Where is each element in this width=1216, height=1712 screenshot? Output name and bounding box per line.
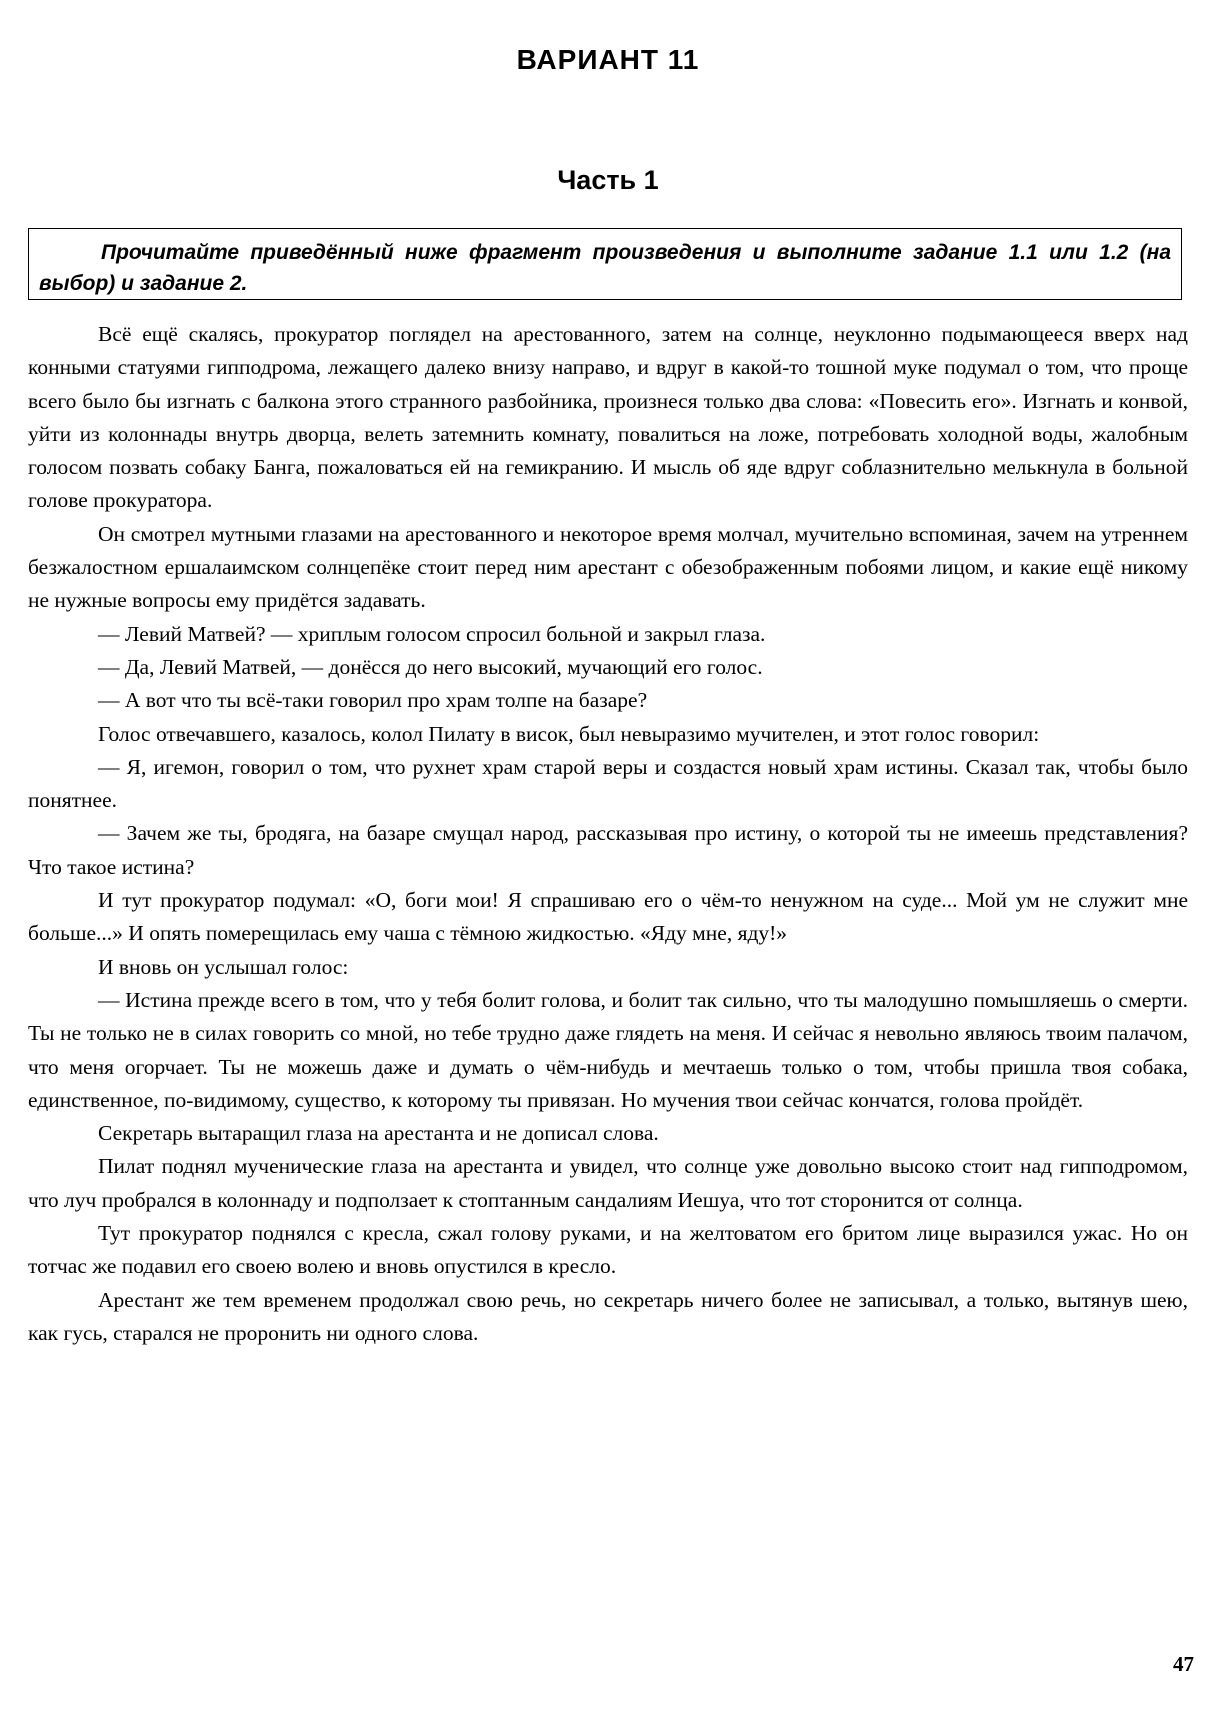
paragraph: И вновь он услышал голос: xyxy=(98,954,349,979)
part-title: Часть 1 xyxy=(557,165,659,195)
paragraph: — Истина прежде всего в том, что у тебя болит голова, и болит так сильно, что ты малодушно помышляешь о смерти. Ты не только не в силах говорить со мной, но тебе трудно даже глядеть на меня. И сейчас я невольно являюсь твоим палачом, что меня огорчает. Ты не можешь даже и думать о чём-нибудь и мечтаешь только о том, чтобы пришла твоя собака, единственное, по-видимому, существо, к которому ты привязан. Но мучения твои сейчас кончатся, голова пройдёт. xyxy=(28,987,1188,1112)
paragraph: Пилат поднял мученические глаза на арестанта и увидел, что солнце уже довольно высоко стоит над гипподромом, что луч пробрался в колоннаду и подползает к стоптанным сандалиям Иешуа, что тот сторонится от солнца. xyxy=(28,1154,1188,1212)
paragraph: — А вот что ты всё-таки говорил про храм толпе на базаре? xyxy=(98,688,648,713)
paragraph: — Я, игемон, говорил о том, что рухнет храм старой веры и создастся новый храм истины. Сказал так, чтобы было понятнее. xyxy=(28,754,1188,813)
paragraph: — Да, Левий Матвей, — донёсся до него высокий, мучающий его голос. xyxy=(98,654,763,679)
literary-fragment xyxy=(28,318,1188,1350)
instruction-text: Прочитайте приведённый ниже фрагмент произведения и выполните задание 1.1 или 1.2 (на выбор) и задание 2. xyxy=(39,241,1171,295)
paragraph: Тут прокуратор поднялся с кресла, сжал голову руками, и на желтоватом его бритом лице выразился ужас. Но он тотчас же подавил его своею волею и вновь опустился в кресло. xyxy=(28,1221,1188,1279)
paragraph: Он смотрел мутными глазами на арестованного и некоторое время молчал, мучительно вспоминая, зачем на утреннем безжалостном ершалаимском солнцепёке стоит перед ним арестант с обезображенным побоями лицом, и какие ещё никому не нужные вопросы ему придётся задавать. xyxy=(28,521,1188,613)
paragraph: — Зачем же ты, бродяга, на базаре смущал народ, рассказывая про истину, о которой ты не имеешь представления? Что такое истина? xyxy=(28,821,1188,879)
variant-title: ВАРИАНТ 11 xyxy=(516,44,700,75)
page-number: 47 xyxy=(1173,1652,1194,1676)
paragraph: Арестант же тем временем продолжал свою речь, но секретарь ничего более не записывал, а только, вытянув шею, как гусь, старался не проронить ни одного слова. xyxy=(28,1287,1188,1345)
paragraph: Секретарь вытаращил глаза на арестанта и не дописал слова. xyxy=(98,1121,659,1146)
paragraph: — Левий Матвей? — хриплым голосом спросил больной и закрыл глаза. xyxy=(98,621,766,646)
paragraph: И тут прокуратор подумал: «О, боги мои! Я спрашиваю его о чём-то ненужном на суде... Мой ум не служит мне больше...» И опять померещилась ему чаша с тёмною жидкостью. «Яду мне, яду!» xyxy=(28,888,1188,946)
instruction-box xyxy=(28,228,1182,300)
paragraph: Голос отвечавшего, казалось, колол Пилату в висок, был невыразимо мучителен, и этот голос говорил: xyxy=(98,721,1040,746)
paragraph: Всё ещё скалясь, прокуратор поглядел на арестованного, затем на солнце, неуклонно подымающееся вверх над конными статуями гипподрома, лежащего далеко внизу направо, и вдруг в какой-то тошной муке подумал о том, что проще всего было бы изгнать с балкона этого странного разбойника, произнеся только два слова: «Повесить его». Изгнать и конвой, уйти из колоннады внутрь дворца, велеть затемнить комнату, повалиться на ложе, потребовать холодной воды, жалобным голосом позвать собаку Банга, пожаловаться ей на гемикранию. И мысль об яде вдруг соблазнительно мелькнула в больной голове прокуратора. xyxy=(28,322,1188,513)
